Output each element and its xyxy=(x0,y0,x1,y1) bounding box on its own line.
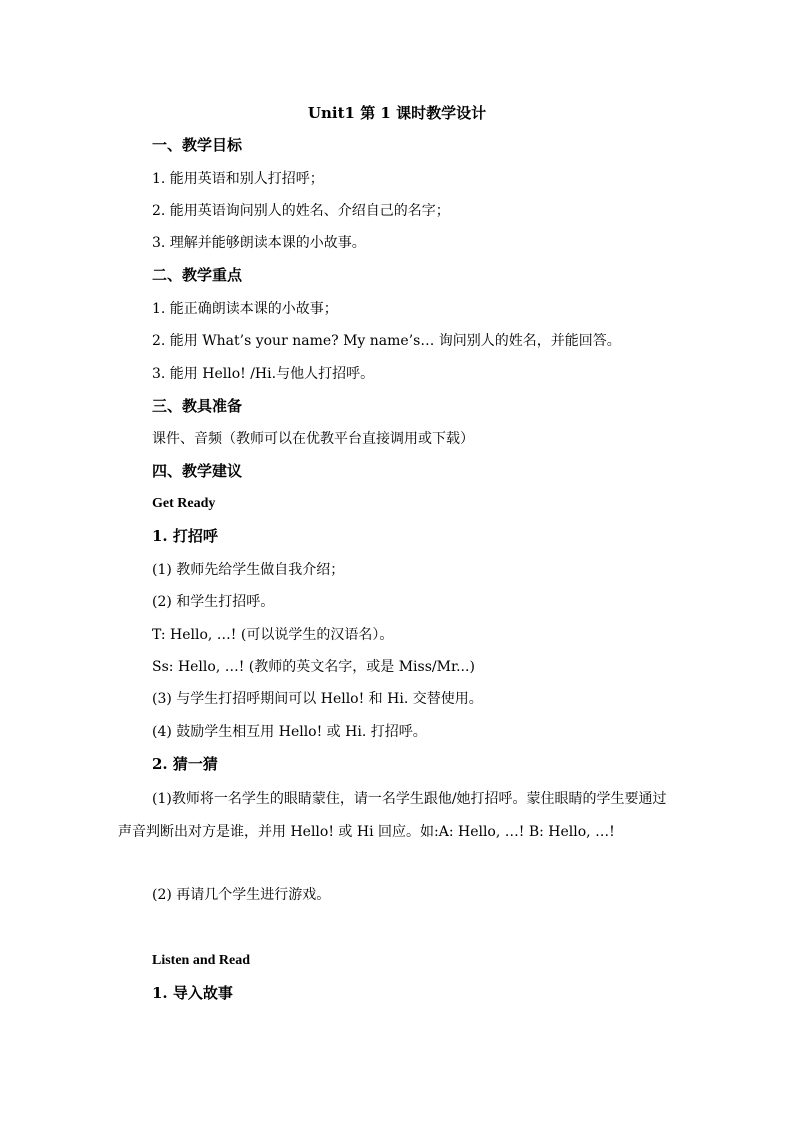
page-title: Unit1 第 1 课时教学设计 xyxy=(307,104,487,122)
section-heading-suggestions: 四、教学建议 xyxy=(152,462,243,480)
materials-text: 课件、音频（教师可以在优教平台直接调用或下载） xyxy=(152,431,474,447)
step-line: (2) 和学生打招呼。 xyxy=(152,594,275,610)
section-heading-materials: 三、教具准备 xyxy=(152,397,243,415)
step-heading-greeting: 1. 打招呼 xyxy=(152,527,218,545)
keypoint-item: 2. 能用 What’s your name? My name’s… 询问别人的姓名，并能回答。 xyxy=(152,333,621,349)
step-heading-intro-story: 1. 导入故事 xyxy=(152,984,233,1002)
goal-item: 1. 能用英语和别人打招呼； xyxy=(152,171,324,187)
step-line: (3) 与学生打招呼期间可以 Hello! 和 Hi. 交替使用。 xyxy=(152,691,483,707)
step-line: (4) 鼓励学生相互用 Hello! 或 Hi. 打招呼。 xyxy=(152,724,427,740)
step-heading-guess: 2. 猜一猜 xyxy=(152,755,218,773)
step-line: (2) 再请几个学生进行游戏。 xyxy=(152,887,331,903)
section-heading-keypoints: 二、教学重点 xyxy=(152,266,243,284)
keypoint-item: 3. 能用 Hello! /Hi.与他人打招呼。 xyxy=(152,366,375,382)
guess-paragraph: (1)教师将一名学生的眼睛蒙住，请一名学生跟他/她打招呼。蒙住眼睛的学生要通过声音判断出对方是谁，并用 Hello! 或 Hi 回应。如:A: Hello, …! B: Hello, …! xyxy=(118,791,667,840)
goal-item: 2. 能用英语询问别人的姓名、介绍自己的名字； xyxy=(152,203,450,219)
dialogue-line: T: Hello, …! (可以说学生的汉语名）。 xyxy=(152,627,394,643)
goal-item: 3. 理解并能够朗读本课的小故事。 xyxy=(152,235,366,251)
subheading-listen-read: Listen and Read xyxy=(152,953,251,968)
step-line: (1) 教师先给学生做自我介绍； xyxy=(152,562,345,578)
keypoint-item: 1. 能正确朗读本课的小故事； xyxy=(152,301,338,317)
subheading-get-ready: Get Ready xyxy=(152,496,216,511)
dialogue-line: Ss: Hello, …! (教师的英文名字，或是 Miss/Mr...) xyxy=(152,659,475,675)
section-heading-goals: 一、教学目标 xyxy=(152,136,243,154)
